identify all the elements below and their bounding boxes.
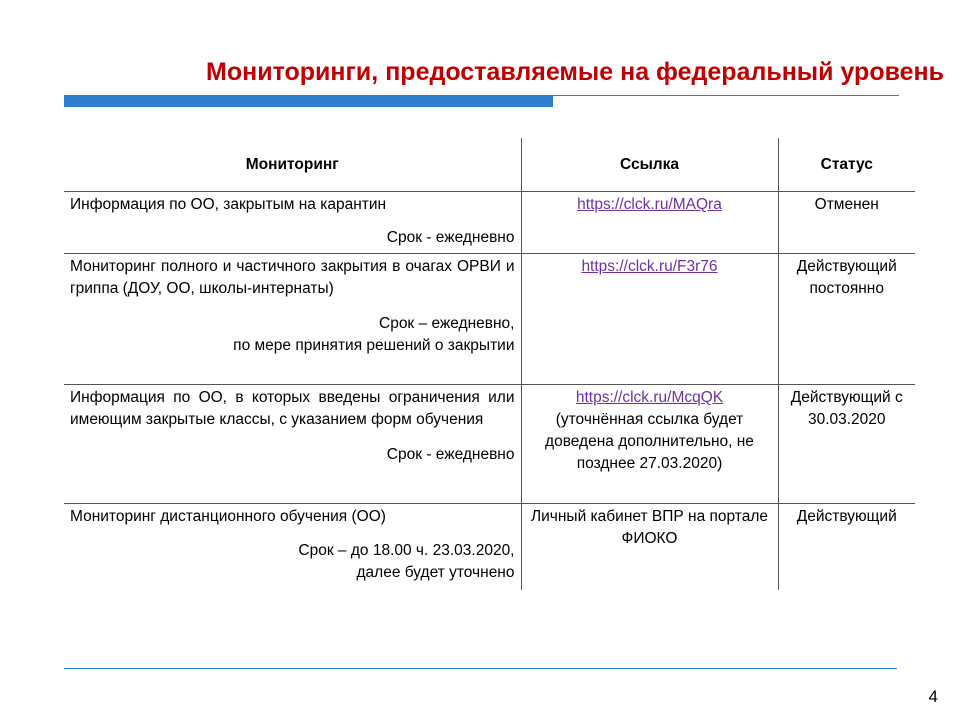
status-cell: Действующий с 30.03.2020 [778,385,915,504]
deadline-text: Срок – ежедневно, [379,315,515,332]
monitoring-description: Информация по ОО, закрытым на карантин [70,196,387,213]
table-row [64,254,915,385]
deadline-text: далее будет уточнено [356,564,515,581]
deadline-text: по мере принятия решений о закрытии [233,337,515,354]
monitoring-cell [64,504,521,590]
status-cell: Отменен [778,192,915,254]
monitoring-cell [64,254,521,385]
header-status: Статус [778,138,915,192]
table-row [64,385,915,504]
title-underline-bar [64,95,553,107]
table-row [64,192,915,254]
monitoring-cell [64,192,521,254]
monitoring-link[interactable]: https://clck.ru/McqQK [575,389,724,406]
monitoring-cell [64,385,521,504]
link-cell [521,385,778,504]
monitoring-description: Мониторинг полного и частичного закрытия в очагах ОРВИ и гриппа (ДОУ, ОО, школы-интернаты) [70,258,515,297]
table-row [64,504,915,590]
status-cell: Действующий постоянно [778,254,915,385]
link-cell [521,254,778,385]
link-note: Личный кабинет ВПР на портале ФИОКО [530,508,769,547]
monitoring-description: Информация по ОО, в которых введены ограничения или имеющим закрытые классы, с указанием форм обучения [70,389,515,428]
monitoring-link[interactable]: https://clck.ru/F3r76 [581,258,718,275]
header-monitoring: Мониторинг [64,138,521,192]
monitoring-table [64,138,915,590]
table-header-row [64,138,915,192]
monitoring-link[interactable]: https://clck.ru/MAQra [577,196,722,213]
title-underline-line [553,95,899,96]
status-cell: Действующий [796,508,897,525]
footer-divider [64,668,897,669]
slide-title: Мониторинги, предоставляемые на федеральный уровень [206,58,944,86]
deadline-text: Срок - ежедневно [386,229,515,246]
monitoring-description: Мониторинг дистанционного обучения (ОО) [70,508,386,525]
deadline-text: Срок - ежедневно [386,446,515,463]
deadline-text: Срок – до 18.00 ч. 23.03.2020, [298,542,515,559]
link-note: (уточнённая ссылка будет доведена дополнительно, не позднее 27.03.2020) [545,411,754,472]
header-link: Ссылка [521,138,778,192]
link-cell [521,504,778,590]
link-cell [521,192,778,254]
page-number: 4 [928,687,938,706]
